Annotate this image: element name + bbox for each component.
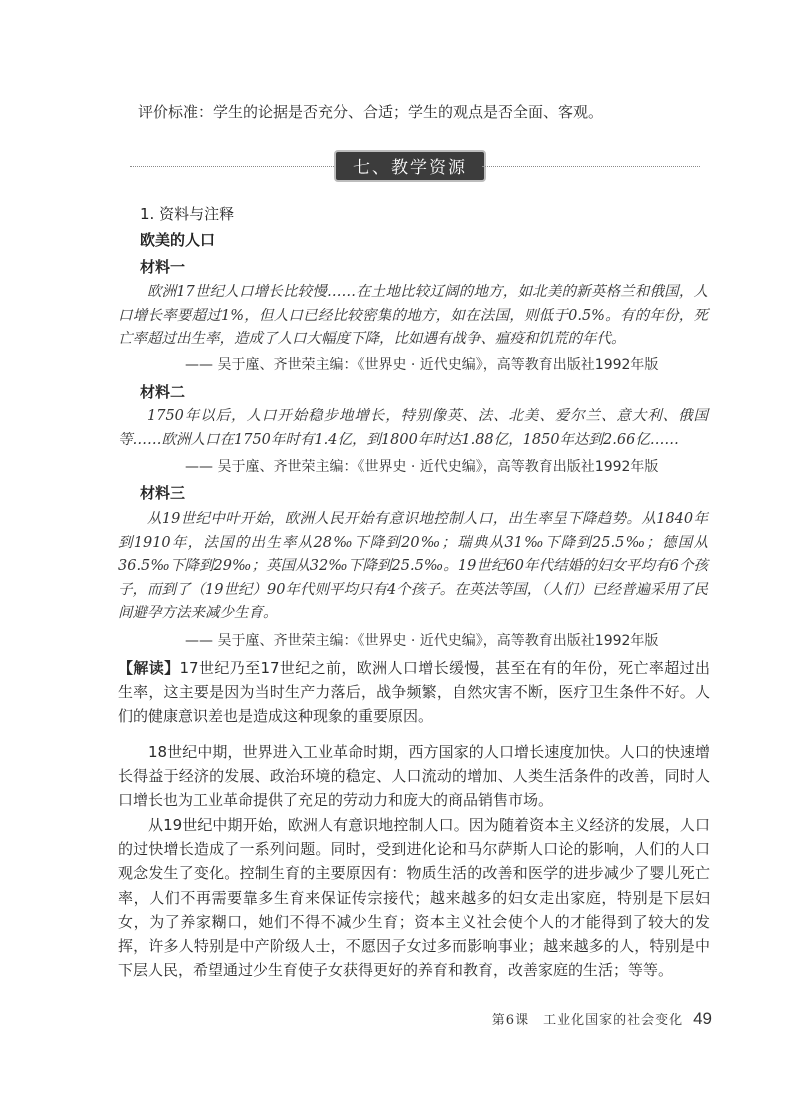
material-source: —— 吴于廑、齐世荣主编：《世界史 · 近代史编》，高等教育出版社1992年版 xyxy=(185,459,659,475)
material-text: 从19世纪中叶开始，欧洲人民开始有意识地控制人口，出生率呈下降趋势。从1840年到1910年，法国的出生率从28‰下降到20‰；瑞典从31‰下降到25.5‰；德国从36.5‰下降到29‰；英国从32‰下降到25.5‰。19世纪60年代结婚的妇女平均有6个孩子，而到了（19世纪）90年代则平均只有4个孩子。在英法等国，（人们）已经普遍采用了民间避孕方法来减少生育。 xyxy=(118,511,708,621)
material-label: 材料一 xyxy=(140,258,186,276)
page-footer xyxy=(492,1009,712,1029)
subsection-heading: 1. 资料与注释 xyxy=(140,205,235,223)
interpretation-paragraph xyxy=(118,656,710,729)
section-title: 七、教学资源 xyxy=(334,150,486,182)
divider-rule-right xyxy=(482,166,700,167)
material-text: 欧洲17世纪人口增长比较慢……在土地比较辽阔的地方，如北美的新英格兰和俄国，人口增长率要超过1%，但人口已经比较密集的地方，如在法国，则低于0.5%。有的年份，死亡率超过出生率，造成了人口大幅度下降，比如遇有战争、瘟疫和饥荒的年代。 xyxy=(118,284,708,347)
material-text: 1750年以后，人口开始稳步地增长，特别像英、法、北美、爱尔兰、意大利、俄国等……欧洲人口在1750年时有1.4亿，到1800年时达1.88亿，1850年达到2.66亿…… xyxy=(118,408,708,448)
interpretation-paragraph: 18世纪中期，世界进入工业革命时期，西方国家的人口增长速度加快。人口的快速增长得益于经济的发展、政治环境的稳定、人口流动的增加、人类生活条件的改善，同时人口增长也为工业革命提供了充足的劳动力和庞大的商品销售市场。 xyxy=(118,743,710,810)
evaluation-criteria: 评价标准：学生的论据是否充分、合适；学生的观点是否全面、客观。 xyxy=(138,103,604,121)
page-number: 49 xyxy=(693,1009,712,1028)
material-source: —— 吴于廑、齐世荣主编：《世界史 · 近代史编》，高等教育出版社1992年版 xyxy=(185,633,659,649)
interpretation-text: 17世纪乃至17世纪之前，欧洲人口增长缓慢，甚至在有的年份，死亡率超过出生率，这主要是因为当时生产力落后，战争频繁，自然灾害不断，医疗卫生条件不好。人们的健康意识差也是造成这种现象的重要原因。 xyxy=(118,659,710,726)
interpretation-paragraph: 从19世纪中期开始，欧洲人有意识地控制人口。因为随着资本主义经济的发展，人口的过快增长造成了一系列问题。同时，受到进化论和马尔萨斯人口论的影响，人们的人口观念发生了变化。控制生育的主要原因有：物质生活的改善和医学的进步减少了婴儿死亡率，人们不再需要靠多生育来保证传宗接代；越来越多的妇女走出家庭，特别是下层妇女，为了养家糊口，她们不得不减少生育；资本主义社会使个人的才能得到了较大的发挥，许多人特别是中产阶级人士，不愿因子女过多而影响事业；越来越多的人，特别是中下层人民，希望通过少生育使子女获得更好的养育和教育，改善家庭的生活；等等。 xyxy=(118,816,710,980)
material-source: —— 吴于廑、齐世荣主编：《世界史 · 近代史编》，高等教育出版社1992年版 xyxy=(185,357,659,373)
material-label: 材料三 xyxy=(140,484,186,502)
interpretation-tag: 【解读】 xyxy=(118,659,180,677)
section-divider xyxy=(130,150,700,184)
lesson-title: 第6课 工业化国家的社会变化 xyxy=(491,1013,684,1028)
material-label: 材料二 xyxy=(140,383,186,401)
divider-rule-left xyxy=(130,166,338,167)
topic-heading: 欧美的人口 xyxy=(140,231,216,249)
